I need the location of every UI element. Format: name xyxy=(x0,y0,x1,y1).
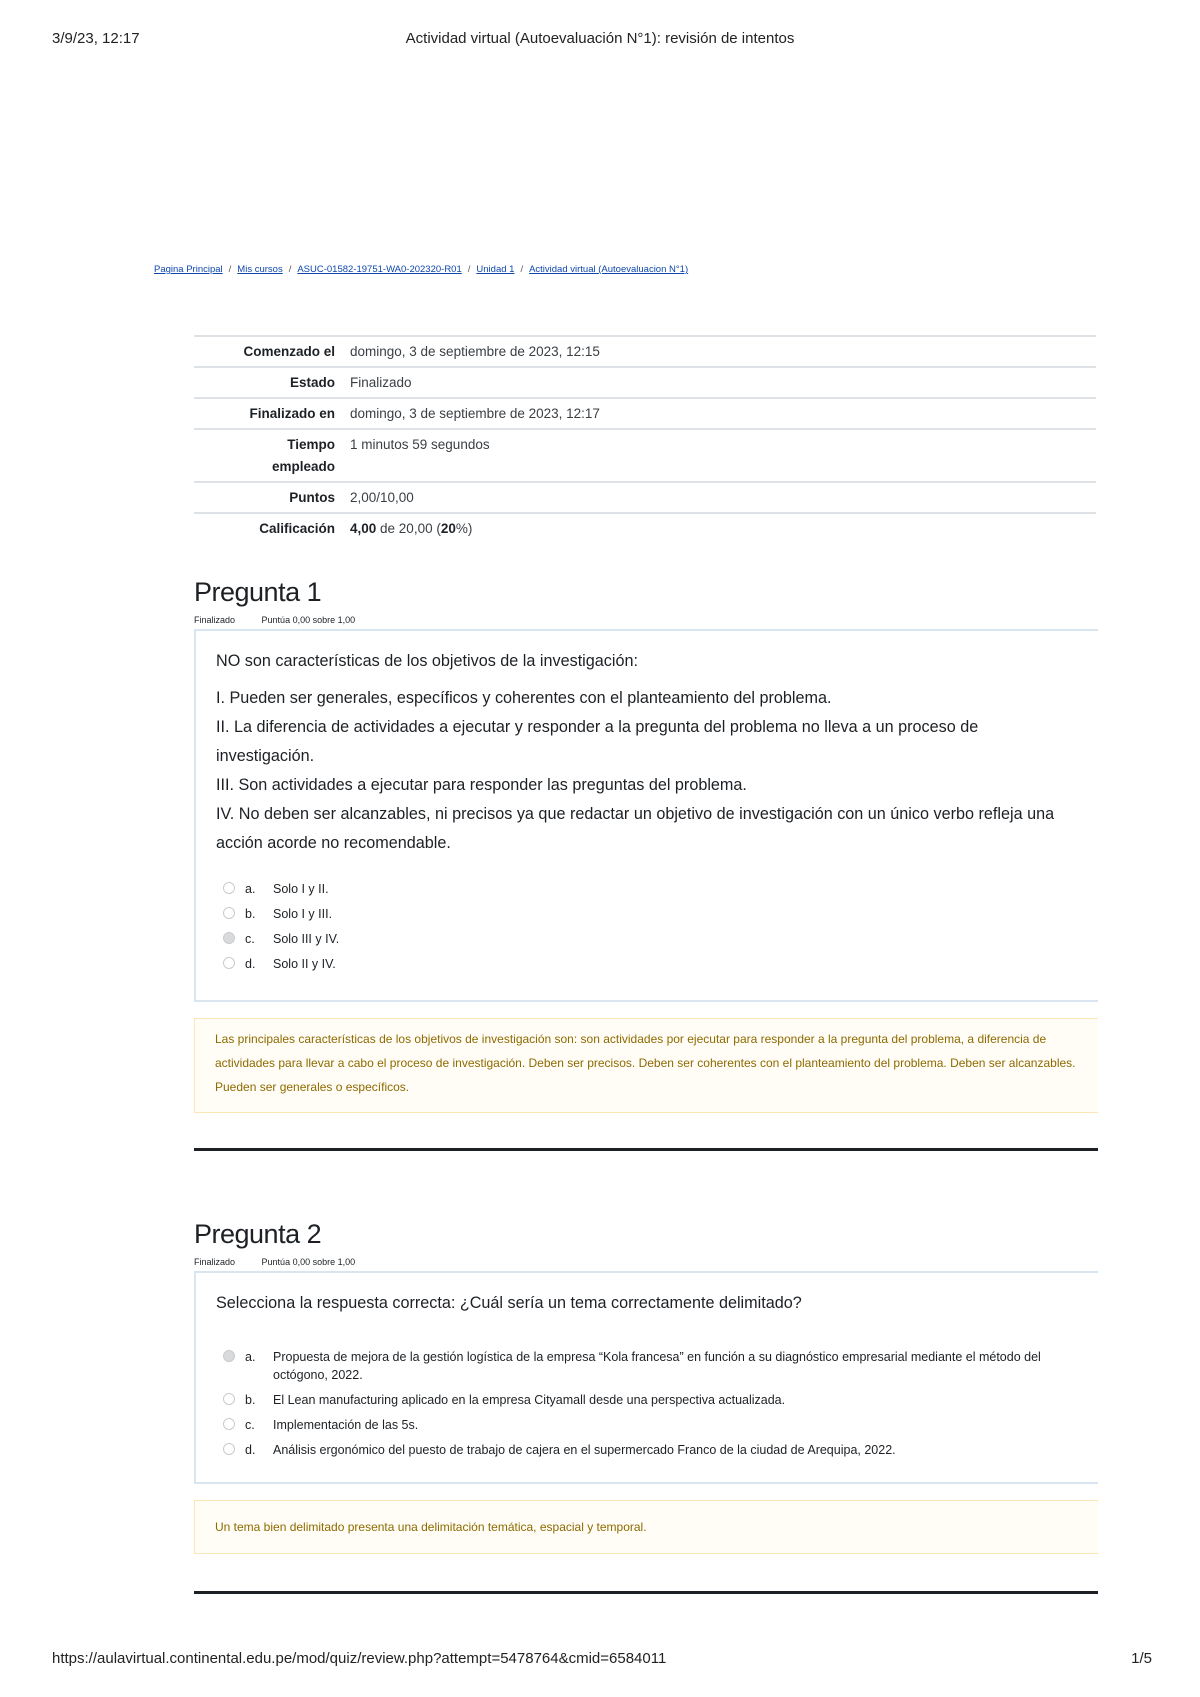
question-1-title: Pregunta 1 xyxy=(194,577,322,607)
breadcrumb-home[interactable]: Pagina Principal xyxy=(154,264,223,275)
summary-row-time xyxy=(194,429,1096,482)
print-page-title: Actividad virtual (Autoevaluación N°1): revisión de intentos xyxy=(405,30,795,47)
question-score: Puntúa 0,00 sobre 1,00 xyxy=(261,615,356,625)
answer-option[interactable]: a. Solo I y II. xyxy=(196,880,1078,898)
summary-label: Tiempo empleado xyxy=(271,437,335,474)
answer-option[interactable]: b. El Lean manufacturing aplicado en la empresa Cityamall desde una perspectiva actualizada. xyxy=(196,1391,1078,1409)
summary-value: 2,00/10,00 xyxy=(350,490,414,505)
breadcrumb-my-courses[interactable]: Mis cursos xyxy=(237,264,283,275)
question-2-title: Pregunta 2 xyxy=(194,1219,322,1249)
question-prompt: NO son características de los objetivos de la investigación: xyxy=(216,652,638,670)
print-header xyxy=(0,30,1200,54)
summary-value: domingo, 3 de septiembre de 2023, 12:17 xyxy=(350,406,600,421)
answer-option-selected[interactable]: c. Solo III y IV. xyxy=(196,930,1078,948)
print-url: https://aulavirtual.continental.edu.pe/mod/quiz/review.php?attempt=5478764&cmid=6584011 xyxy=(52,1650,667,1667)
statement-3: III. Son actividades a ejecutar para responder las preguntas del problema. xyxy=(216,776,747,794)
summary-value: 4,00 de 20,00 (20%) xyxy=(350,521,473,536)
summary-row-state xyxy=(194,367,1096,398)
summary-row-grade xyxy=(194,513,1096,543)
question-divider xyxy=(194,1591,1098,1594)
radio-button[interactable] xyxy=(223,882,235,894)
question-prompt: Selecciona la respuesta correcta: ¿Cuál sería un tema correctamente delimitado? xyxy=(216,1294,802,1312)
summary-value: Finalizado xyxy=(350,375,412,390)
answer-list xyxy=(196,880,1078,973)
question-1-meta xyxy=(194,615,379,625)
summary-label: Comenzado el xyxy=(243,344,335,359)
answer-option[interactable]: d. Análisis ergonómico del puesto de trabajo de cajera en el supermercado Franco de la ciudad de Arequipa, 2022. xyxy=(196,1441,1078,1459)
answer-option-selected[interactable]: a. Propuesta de mejora de la gestión logística de la empresa “Kola francesa” en función a su diagnóstico empresarial mediante el método del octógono, 2022. xyxy=(196,1348,1078,1384)
answer-option[interactable]: d. Solo II y IV. xyxy=(196,955,1078,973)
attempt-summary-table xyxy=(194,335,1096,543)
breadcrumb-activity[interactable]: Actividad virtual (Autoevaluacion N°1) xyxy=(529,264,689,275)
radio-button[interactable] xyxy=(223,1393,235,1405)
question-state: Finalizado xyxy=(194,1257,236,1267)
statement-2: II. La diferencia de actividades a ejecutar y responder a la pregunta del problema no lleva a un proceso de investigación. xyxy=(216,718,979,765)
radio-button[interactable] xyxy=(223,1418,235,1430)
radio-button-selected[interactable] xyxy=(223,1350,235,1362)
summary-value: domingo, 3 de septiembre de 2023, 12:15 xyxy=(350,344,600,359)
summary-label: Puntos xyxy=(289,490,335,505)
radio-button-selected[interactable] xyxy=(223,932,235,944)
print-datetime: 3/9/23, 12:17 xyxy=(52,30,140,47)
radio-button[interactable] xyxy=(223,1443,235,1455)
summary-row-started xyxy=(194,336,1096,367)
summary-label: Calificación xyxy=(259,521,335,536)
question-2-box xyxy=(194,1271,1098,1484)
breadcrumb-unit[interactable]: Unidad 1 xyxy=(476,264,515,275)
answer-option[interactable]: b. Solo I y III. xyxy=(196,905,1078,923)
question-score: Puntúa 0,00 sobre 1,00 xyxy=(261,1257,356,1267)
summary-label: Finalizado en xyxy=(249,406,335,421)
answer-list xyxy=(196,1348,1078,1459)
statement-1: I. Pueden ser generales, específicos y coherentes con el planteamiento del problema. xyxy=(216,689,832,707)
question-1-feedback: Las principales características de los objetivos de investigación son: son actividades por ejecutar para responder a la pregunta del problema, a diferencia de actividades para llevar a cabo el proceso de investigación. Deben ser precisos. Deben ser coherentes con el planteamiento del problema. Deben ser alcanzables. Pueden ser generales o específicos. xyxy=(194,1018,1098,1113)
answer-option[interactable]: c. Implementación de las 5s. xyxy=(196,1416,1078,1434)
breadcrumb: Pagina Principal / Mis cursos / ASUC-01582-19751-WA0-202320-R01 / Unidad 1 / Actividad virtual (Autoevaluacion N°1) xyxy=(154,264,689,275)
print-page-number: 1/5 xyxy=(1131,1650,1152,1667)
question-state: Finalizado xyxy=(194,615,236,625)
question-2-meta xyxy=(194,1257,379,1267)
summary-row-points xyxy=(194,482,1096,513)
statement-4: IV. No deben ser alcanzables, ni precisos ya que redactar un objetivo de investigación con un único verbo refleja una acción acorde no recomendable. xyxy=(216,805,1055,852)
question-2-feedback: Un tema bien delimitado presenta una delimitación temática, espacial y temporal. xyxy=(194,1500,1098,1554)
question-divider xyxy=(194,1148,1098,1151)
summary-value: 1 minutos 59 segundos xyxy=(350,437,490,452)
summary-row-finished xyxy=(194,398,1096,429)
breadcrumb-course[interactable]: ASUC-01582-19751-WA0-202320-R01 xyxy=(297,264,462,275)
radio-button[interactable] xyxy=(223,957,235,969)
summary-label: Estado xyxy=(289,375,335,390)
radio-button[interactable] xyxy=(223,907,235,919)
question-1-box xyxy=(194,629,1098,1002)
print-footer xyxy=(0,1650,1200,1674)
